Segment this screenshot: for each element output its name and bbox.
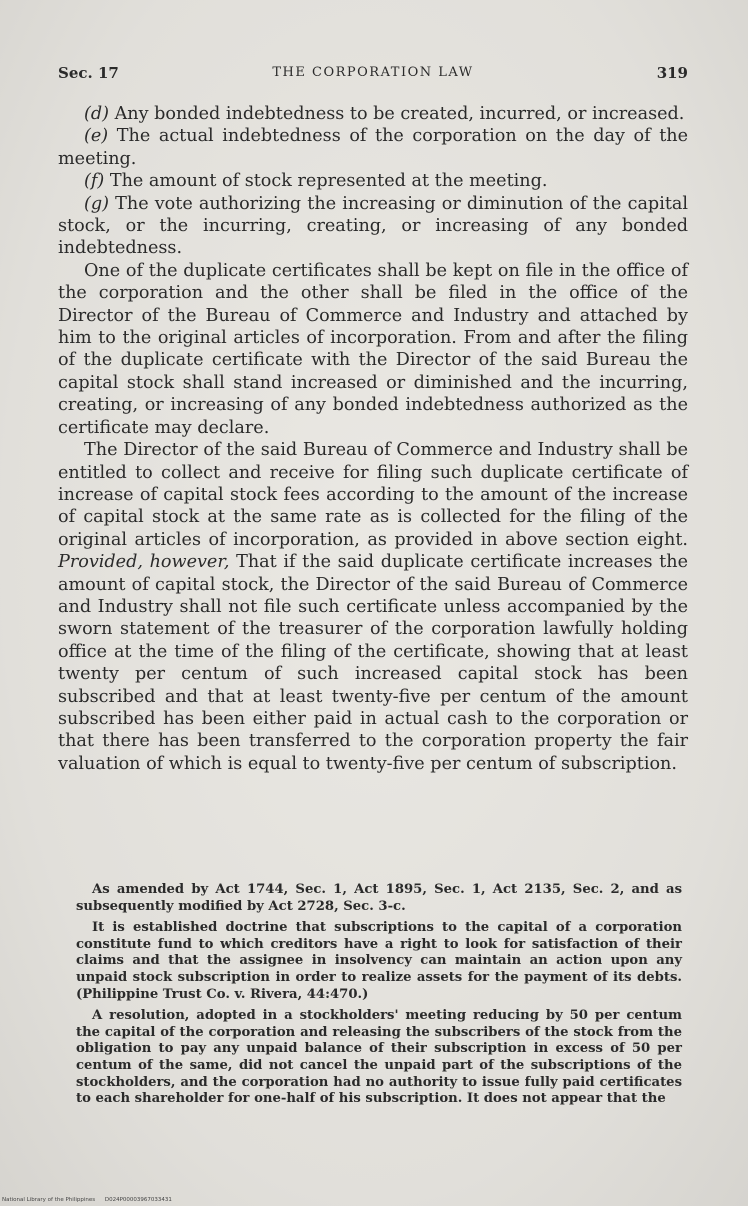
item-e — [58, 125, 688, 170]
note-amendment: As amended by Act 1744, Sec. 1, Act 1895, Sec. 1, Act 2135, Sec. 2, and as subsequently modified by Act 2728, Sec. 3-c. — [76, 882, 682, 914]
running-title: THE CORPORATION LAW — [272, 65, 474, 80]
section-label: Sec. 17 — [58, 64, 119, 82]
item-g-label: (g) — [84, 193, 109, 214]
page-number: 319 — [656, 64, 688, 82]
statute-body — [58, 103, 688, 775]
paragraph-duplicate-certificates: One of the duplicate certificates shall be kept on file in the office of the corporation and the other shall be filed in the office of the Director of the Bureau of Commerce and Industry and attached by him to the original articles of incorporation. From and after the filing of the duplicate certificate with the Director of the said Bureau the capital stock shall stand increased or diminished and the incurring, creating, or increasing of any bonded indebtedness authorized as the certificate may declare. — [58, 260, 688, 438]
annotation-notes — [76, 882, 682, 1113]
item-d-label: (d) — [84, 104, 109, 124]
note-resolution: A resolution, adopted in a stockholders' meeting reducing by 50 per centum the capital of the corporation and releasing the subscribers of the stock from the obligation to pay any unpaid balance of their subscription in excess of 50 per centum of the same, did not cancel the unpaid part of the subscriptions of the stockholders, and the corporation had no authority to issue fully paid certificates to each shareholder for one-half of his subscription. It does not appear that the — [76, 1008, 682, 1107]
item-g — [58, 193, 688, 260]
item-f-text: The amount of stock represented at the meeting. — [109, 171, 548, 192]
library-credit: National Library of the Philippines — [2, 1197, 96, 1203]
item-f — [58, 170, 688, 192]
item-d — [58, 103, 688, 125]
item-d-text: Any bonded indebtedness to be created, incurred, or increased. — [114, 104, 685, 124]
fees-proviso-text: That if the said duplicate certificate increases the amount of capital stock, the Director of the said Bureau of Commerce and Industry shall not file such certificate unless accompanied by the sworn statement of the treasurer of the corporation lawfully holding office at the time of the filing of the certificate, showing that at least twenty per centum of such increased capital stock has been subscribed and that at least twenty-five per centum of the amount subscribed has been either paid in actual cash to the corporation or that there has been transferred to the corporation property the fair valuation of which is equal to twenty-five per centum of subscription. — [58, 552, 688, 774]
item-e-label: (e) — [84, 126, 109, 147]
scan-code: D024P00003967033431 — [104, 1197, 172, 1203]
fees-text: The Director of the said Bureau of Commerce and Industry shall be entitled to collect and receive for filing such duplicate certificate of increase of capital stock fees according to the amount of the increase of capital stock at the same rate as is collected for the filing of the original articles of incorporation, as provided in above section eight. — [58, 440, 688, 550]
note-doctrine: It is established doctrine that subscriptions to the capital of a corporation constitute fund to which creditors have a right to look for satisfaction of their claims and that the assignee in insolvency can maintain an action upon any unpaid stock subscription in order to realize assets for the payment of its debts. (Philippine Trust Co. v. Rivera, 44:470.) — [76, 920, 682, 1002]
item-g-text: The vote authorizing the increasing or diminution of the capital stock, or the incurring, creating, or increasing of any bonded indebtedness. — [58, 193, 689, 259]
item-f-label: (f) — [84, 171, 105, 192]
running-head — [58, 64, 688, 86]
proviso-clause: Provided, however, — [58, 552, 230, 573]
scan-footer — [2, 1197, 180, 1203]
item-e-text: The actual indebtedness of the corporation on the day of the meeting. — [58, 126, 689, 169]
paragraph-filing-fees — [58, 439, 688, 775]
